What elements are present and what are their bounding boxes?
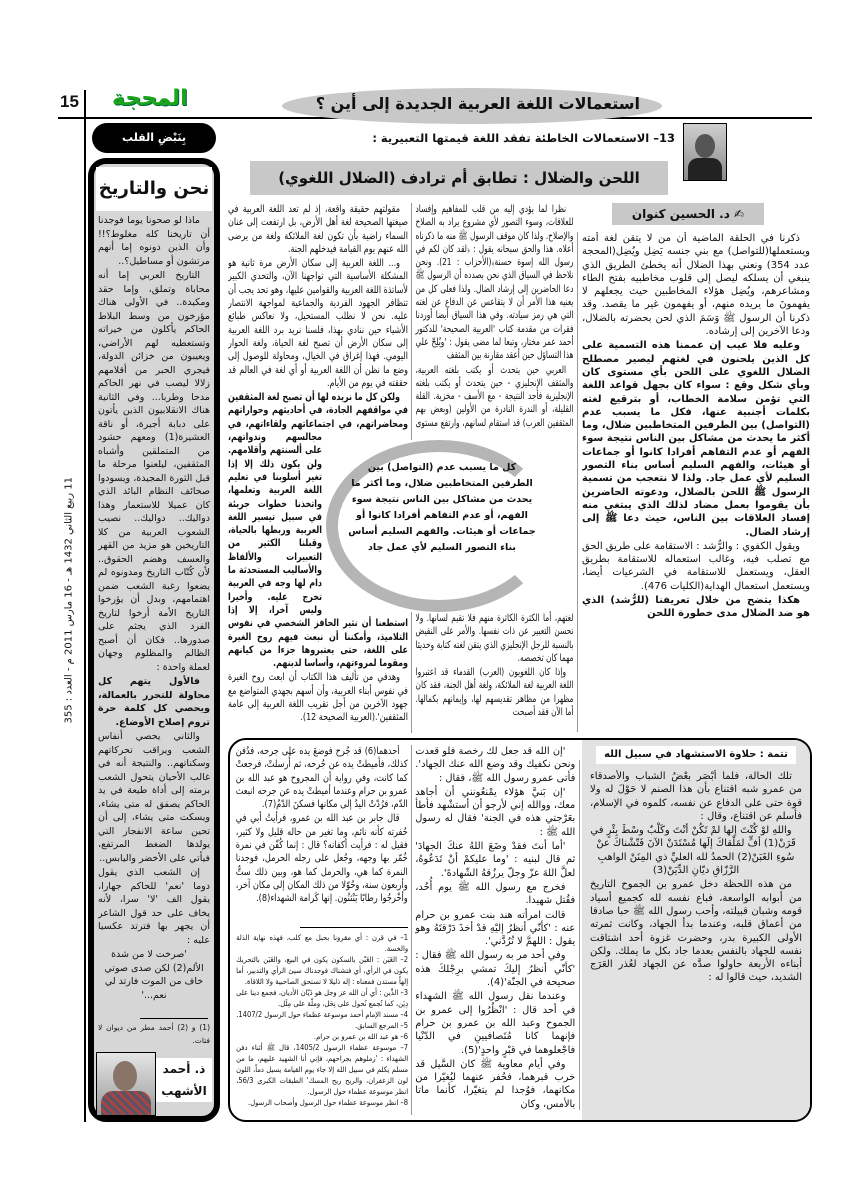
paragraph: من هذه اللحظة دخل عمرو بن الجموح التاريخ من أبوابه الواسعة، فباع نفسه لله كجميع أسياد قومه وشبان قبيلته، وأحب رسول الله ﷺ حبا صادقا من أعماق قلبه، وعندما بدأ الجهاد، وكانت ثمرته الأولى الكبيرة بدر، وحضرت غزوة أحد اشتاقت نفسه للجهاد بالنفس بعدما جاد بكل ما يملك. ولكن أبناءه الأربعة حاولوا صدَّه عن الجهاد لعُذر العَرَج الشديد، حيث قالوا له : [590,879,802,984]
continuation-column-3 [236,745,408,923]
footnote: 2– الغَبَن : الغَبْن بالسكون يكون في البيع، والغَبَن بالتحريك يكون في الرأي، أي فتشناك فوجدناك سيئ الرأي والتدبير، أما إلهاً مستدن فمعناه : إله ذليلا لا تستحق الصاحبية ولا اللاقاة. [236,955,408,986]
paragraph: 'أما أنتَ فقدْ وضَعَ اللهُ عنكَ الجهادَ' ثم قال لبنيه : 'وما عليكمْ أنْ تَدَعُوهُ، لعلَّ اللهَ عزّ وجلّ يرزُقهُ الشّهادةَ'. [415,841,575,879]
footnote: 6– هو عبد الله بن عمرو بن حرام. [313,1032,408,1041]
date-strip [58,128,80,728]
footnote: 3– الدِّين : أي أن الله عز وجل هو دَيّان الأديان، فجمع دينا على دِيَن، كما تُجمع نُحول على نِحَل، وملّة على مِلَل. [236,988,408,1008]
paragraph: التاريخ العربي إما أنه محاباة وتملق، وإما حقد ومكيدة.. في الأولى هناك مؤرخون من وسط البلاط الحاكم يأكلون من خيراته وتستعطيه لهم الأراضي، ويعيبون من خزائن الدولة، فيجري الحبر من أقلامهم زلالا ليصب في نهر الحاكم مدحا وطربا... وفي الثانية هناك الانقلابيون الذين يأتون على دبابة أجيرة، أو ناقة العشيرة(1) ومعهم حشود من المتملقين وأشباه المثقفين، ليلعنوا مرحلة ما قبل الثورة المجيدة، ويسودوا صحائف النظام البائد الذي كان عميلا للاستعمار وهذا دواليك.. دواليك.. نصيب الشعوب العربية من كلا التاريخين هو مزيد من القهر والعسف وهضم الحقوق.. لأن كُتّاب التاريخ ومدونوه لم يضعوا رغبة الشعب ضمن اهتمامهم، وبدل أن يؤرخوا التاريخ الأمة أرخوا لتاريخ الفرد الذي يجثم على صدورها.. فكان أن أصبح الظالم والمظلوم وجهان لعملة واحدة : [98,270,210,673]
sidebar-author: ذ. أحمد الأشهب [156,1058,212,1102]
article-title: اللحن والضلال : تطابق أم ترادف (الضلال اللغوي) [250,161,668,195]
paragraph: العربي حين يتحدث أو يكتب بلغته العربية، والمثقف الإنجليزي - حين يتحدث أو يكتب بلغته الإنجليزية فأجد النتيجة - مع الأسف - مخزية. القلة القليلة، أو الندرة النادرة من الأولين (وبعض بهم المثقفين العرب) قد استقام لسانهم، وارتفع مستوى لغتهم، أما الكثرة الكاثرة منهم فلا تقيم لسانها. ولا تحسن التعبير عن ذات نفسها. والأمر على النقيض بالنسبة للرجل الإنجليزي الذي يتقن لغته كتابة وحديثا مهما كان تخصصه. [415,364,573,664]
paragraph: هكذا يتضح من خلال تعريفنا (للرُّشد) الذي هو ضد الضلال مدى خطورة اللحن [582,595,810,620]
poem: 'صرخت لا من شدة الألم(2) لكن صدى صوتي خاف من الموت فارتد لي نعم...' [104,949,204,1001]
sidebar-text [98,214,210,1014]
footnote-divider [300,927,408,928]
article-author: ✍ د. الحسين كنوان [612,203,764,225]
paragraph: والثاني يحصي أنفاس الشعب ويراقب تحركاتهم وسكناتهم.. والنتيجة أنه في غالب الأحيان يتحول الشعب برمته إلى أداة طيعة في يد الحاكم يصفق له متى يشاء، ويسكت متى يشاء، إلى أن تحين ساعة الانفجار التي يولدها الضغط المرتفع، فيأتي على الأخضر واليابس.. [98,731,210,864]
sidebar-author-photo [96,1052,156,1116]
footnote: 5– المرجع السابق. [355,1021,408,1030]
article-subtitle: 13– الاستعمالات الخاطئة تفقد اللغة قيمتها التعبيرية : [372,131,675,145]
page-number: 15 [60,92,79,111]
paragraph: و... اللغة العربية إلى سكان الأرض مرة ثانية هو المشكلة الأساسية التي تواجهنا الآن، والتحدي الكبير لأساتذة اللغة العربية والقوامين عليها، وهو تحد يجب أن تتظافر الجهود الفردية والجماعية لمواجهة الانتصار عليه. نحن لا نطلب المستحيل، ولا نعاكس طبائع الأشياء حين ننادي بهذا، فلسنا نريد برد اللغة العربية إلى سكان الأرض أن تصبح لغة الحياة، ولغة الحوار اليومي. فهذا إغراق في الخيال، ومحاولة للوصول إلى وضع ما نظن أن اللغة العربية أو أي لغة في العالم قد حققته في يوم من الأيام. [228,258,408,389]
paragraph: وعليه فلا عيب إن عممنا هذه التسمية على كل الذين يلحنون في لغتهم ليصير مصطلح الضلال اللغوي على اللحن بأي مستوى كان وبأي شكل وقع : سواء كان بجهل قواعد اللغة التي تؤمن سلامة الخطاب، أو بترقيع لغته بكلمات أجنبية عنها، فكل ما يسبب عدم (التواصل) بين الطرفين المتخاطبين ضلال، وما أكثر ما يحدث من مشاكل بين الناس نتيجة سوء الفهم أو عدم التفاهم أفرادا كانوا أو جماعات أو هيئات، والفهم السليم أساس بناء التصور السليم لأي عمل جاد. ولذا لا نتعجب من تسمية الرسول ﷺ اللحن بالضلال، ودعوته الحاضرين بأن يقوموا بعمل مضاد لذلك الذي يبتغي منه إفساد العلاقات بين الناس، حيث دعا ﷺ إلى إرشاد الضال. [582,340,810,538]
author-photo [683,123,727,181]
footnote: 8– انظر موسوعة عظماء حول الرسول وأصحاب الرسول. [247,1098,408,1107]
footnote: 7– موسوعة عظماء الرسول 1405/2، قال ﷺ أثناء دفن الشهداء : 'زملوهم بجراحهم، فإني أنا الشهيد عليهم، ما من مسلم يكلم في سبيل الله إلا جاء يوم القيامة يسيل دماً، اللون لون الزعفران، والريح ريح المسك' الطبقات الكبرى 56/3، انظر موسوعة عظماء حول الرسول. [236,1043,408,1096]
paragraph: وفي أيام معاوية ﷺ كان السَّيل قد خرب قبرهما، فحُفر عنهما ليُغيّرا من مكانهما، فوُجدا لم يتغيّرا، كأنما ماتا بالأمس، وكان [415,1058,575,1110]
paragraph: نظرا لما يؤدي إليه من قلب للمفاهيم وإفساد للعلاقات، وسوء التصور لأي مشروع يراد به الصلاح والإصلاح. ولذا كان موقف الرسول ﷺ منه ما ذكرناه أعلاه. هذا والحق سبحانه يقول : ﴿لقد كان لكم في رسول الله إسوة حسنة﴾(الأحزاب : 21). ونحن نلاحظ في السياق الذي نحن بصدده أن الرسول ﷺ دعا الحاضرين إلى إرشاد الضال. ولذا فعلى كل من يعنيه هذا الأمر أن لا يتقاعس عن الدفاع عن لغته التي هي رمز سيادته. وفي هذا السياق أيضا أوردنا فقرات من مقدمة كتاب 'العربية الصحيحة' للدكتور أحمد عمر مختار، وتبعا لما مضى يقول : 'ويُلِحّ علي هذا التساؤل حين أعقد مقارنة بين المثقف [415,204,573,362]
paragraph: وفي أحد مر به رسول الله ﷺ فقال : 'كأنّي أنظرُ إليكَ تمشي برِجْلكَ هذه صحيحة في الجنّة'(4). [415,950,575,989]
pull-quote-box [346,460,538,594]
paragraph: وإذا كان اللغويون (العرب) القدماء قد اعتبروا اللغة العربية لغة الملائكة، ولغة أهل الجنة، فقد كان مظهرا من مظاهر تقديسهم لها، وإيمانهم بكمالها. أما الآن فقد أصبحت [415,667,573,719]
paragraph: وعندما نقل رسول الله ﷺ الشهداء في أحد قال : 'انْظُرُوا إلى عمرو بن الجموح وعبد الله بن عمرو بن حرام فإنهما كانا مُتَصافيينِ في الدّنْيا فاجْعلوهما في قبْرٍ واحدٍ'(5). [415,991,575,1056]
paragraph: أحدهما(6) قد جُرح فوضعَ يده على جرحه، فدُفن كذلك، فأميطتْ يده عن جُرحه، ثم أُرسلتْ، فرجعتْ كما كانت، وفي رواية أن المجروح هو عبد الله بن عمرو بن حرام وعندما أميطتْ يده عن جرحه انبعث الدّم، فرُدّتْ اليدُ إلى مكانها فسكنَ الدّمُ(7). [236,746,408,811]
paragraph: إن الشعب الذي يقول دوما 'نعم' للحاكم جهارا، يقول الف 'لا' سرا، لأنه يخاف على حد قول الشاعر أن يجهر بها فترتد عكسيا عليه : [98,867,210,946]
margin-rule [84,90,86,1122]
pull-quote: كل ما يسبب عدم (التواصل) بين الطرفين المتخاطبين ضلال، وما أكثر ما يحدث من مشاكل بين الناس نتيجة سوء الفهم، أو عدم التفاهم أفرادا كانوا أو جماعات أو هيئات. والفهم السليم أساس بناء التصور السليم لأي عمل جاد [348,462,536,553]
paragraph: مقولتهم حقيقة واقعة، إذ لم تعد اللغة العربية في صيغتها الصحيحة لغة أهل الأرض، بل ارتفعت إلى عنان السماء راضية بأن تكون لغة الملائكة ولغة من يرضى الله عنهم يوم القيامة فيدخلهم الجنة. [228,204,408,255]
column-divider [411,612,412,733]
continuation-column-1 [590,770,802,1115]
paragraph: 'إن الله قد جعل لك رخصة فلو قعدت ونحن نكفيك وقد وضع الله عنك الجهاد'. فأتى عمرو رسول الله ﷺ، فقال : [415,746,575,784]
paragraph: ذكرنا في الحلقة الماضية أن من لا يتقن لغة أمته ويستعملها(للتواصل) مع بني جنسه يَضِل ويُضِل(المحجة عدد 354) ونعني بهذا الضلال أنه يخطئ الطريق الذي ينبغي أن يسلكه ليصل إلى قلوب مخاطبيه بفتح الطاء ومشاعرهم، ويُضِل هؤلاء المخاطبين حيث يجعلهم لا يفهمونَ ما يريده منهم، أو يفهمون غير ما يقصد. وقد ذكرنا أن الرسول ﷺ وَسَمَ الذي لحن بحضرته بالضلال، ودعا الآخرين إلى إرشاده. [582,233,810,338]
newspaper-logo: المحجة [112,86,188,111]
column-divider [579,760,580,1110]
section-title: استعمالات اللغة العربية الجديدة إلى أين ؟ [315,94,640,113]
article-column-1 [582,232,810,732]
column-label-pill: بِنَبْضِ القلب [92,123,216,153]
footnote-divider [140,1018,208,1019]
paragraph: 'إن بَنيَّ هؤلاء يمْنعُونني أن أجاهد معك، ووالله إني لأرجو أن أستشْهد فأطأ بعَرْجتي هذه في الجنة' فقال له رسول الله ﷺ : [415,786,575,838]
paragraph: وهدفي من تأليف هذا الكتاب أن ابعث روح الغيرة في نفوس أبناء العربية، وأن أسهم بجهدي المتواضع مع جهود الآخرين من أجل تقريب اللغة العربية إلى عامة المثقفين'.(العربية الصحيحة 12). [228,672,408,724]
sidebar-footnote-box [98,1021,210,1049]
column-divider [577,232,578,732]
column-divider [411,745,412,1115]
column-divider [411,203,412,440]
footnote: 1– في قرن : أي مقرونا بحبل مع كلب، فهذه نهاية الذلة والخسة. [236,933,408,953]
paragraph: تلك الحالة، فلما أبْصَر بعْضُ الشباب والأصدقاء من عمرو شبه اقتناع بأن هذا الصنم لا حَوْلَ له ولا قوة حتى على الدفاع عن نفسه، كلموه في الإسلام، فأسلم عن اقتناع، وقال : [590,771,802,822]
paragraph: ويقول الكفوي : والرُّشد : الاستقامة على طريق الحق مع تصلب فيه، وغالب استعماله للاستقامة بطريق العقل، ويستعمل للاستقامة في الشرعيات أيضا، ويستعمل استعمال الهداية(الكليات 476). [582,540,810,592]
paragraph: قال جابر بن عبد الله بن عمرو، فرأيتُ أبي في حُفرته كأنه نائم، وما تغير من حاله قليل ولا كثير، فقيل له : فرأيت أكفانه؟ قال : إنما كُفّن في نمرة خُمّر بها وجهه، وجُعل على رجله الحرمل، فوجدنا النمرة كما هي، والحرمل كما هو، وبين ذلك ستٌّ وأربعون سنة، وحُوّلا من ذلك المكان إلى مكان آخر، وأخْرجُوا رطابًا يَنْثنُون. إنها كَرامة الشهداء(8). [236,813,408,905]
sidebar-footnote: (1) و (2) أحمد مطر من ديوان لا فتات. [98,1023,210,1045]
issue-date: 11 ربيع الثاني 1432 هـ - 16 مارس 2011 م - العدد : 355 [63,476,75,724]
continuation-column-2 [415,745,575,1115]
poem: واللهِ لوْ كُنْتَ إلها لمْ تَكُنْ أنْتَ وكَلْبٌ وسْطَ بِئْرٍ في قَرَنْ(1) أفٍّ لمَلْقاكَ إلَها مُسْتَدَنْ الآنَ فَتّشْناكَ عنْ سُوءِ الغَبَنْ(2) الحمدُ لله العليِّ ذي المِنَنْ الواهبِ الرَّزّاقِ ديّانِ الدِّيَنْ(3) [590,825,796,877]
paragraph: ماذا لو صحونا يوما فوجدنا أن تاريخنا كله مغلوط؟!! وأن الذين دونوه إما أنهم مرتشون أو مساطيل؟.. [98,215,210,267]
paragraph: فخرج مع رسول الله ﷺ يوم أُحُد، فقُتل شهيدا. [415,881,575,907]
continuation-heading: تتمة : حلاوة الاستشهاد في سبيل الله [596,746,796,764]
paragraph: فالأول يتهم كل محاولة للتحرر بالعمالة، ويحصي كل كلمة حرة تروم إصلاح الأوضاع. [98,676,210,728]
sidebar-title: نحن والتاريخ [96,167,212,211]
footnotes [236,932,408,1116]
paragraph: قالت امرأته هند بنت عمرو بن حرام عنه : 'كأنّي أنظرُ إليْهِ قدْ أخذَ دَرْقتَهُ وهو يقول : اللهمَّ لا تُرُدَّني'. [415,909,575,948]
paragraph: ولكن كل ما نريده لها أن تصبح لغة المثقفين في مواقفهم الجادة، في أحاديثهم وحواراتهم ومحاضراتهم، في اجتماعاتهم ولقاءاتهم، في مجالسهم وندواتهم، على ألسنتهم وأقلامهم. ولن يكون ذلك إلا إذا تغير أسلوبنا في تعليم اللغة العربية وتعلمها، واتخذنا خطوات جريئة في سبيل تيسير اللغة العربية وربطها بالحياة، وقبلنا الكثير من التعبيرات والألفاظ والأساليب المستحدثة ما دام لها وجه في العربية تخرج عليه. وأخيرا وليس آخرا، إلا إذا استطعنا أن نثير الحافز الشخصي في نفوس التلاميذ، وأمكننا أن نبعث فيهم روح الغيرة على اللغة، حتى يعتبروها جزءا من كيانهم ومقوما لمروءتهم، وأساسا لدينهم. [228,392,408,670]
footnote: 4– مسند الإمام أحمد موسوعة عظماء حول الرسول 1407/2. [236,1010,408,1019]
